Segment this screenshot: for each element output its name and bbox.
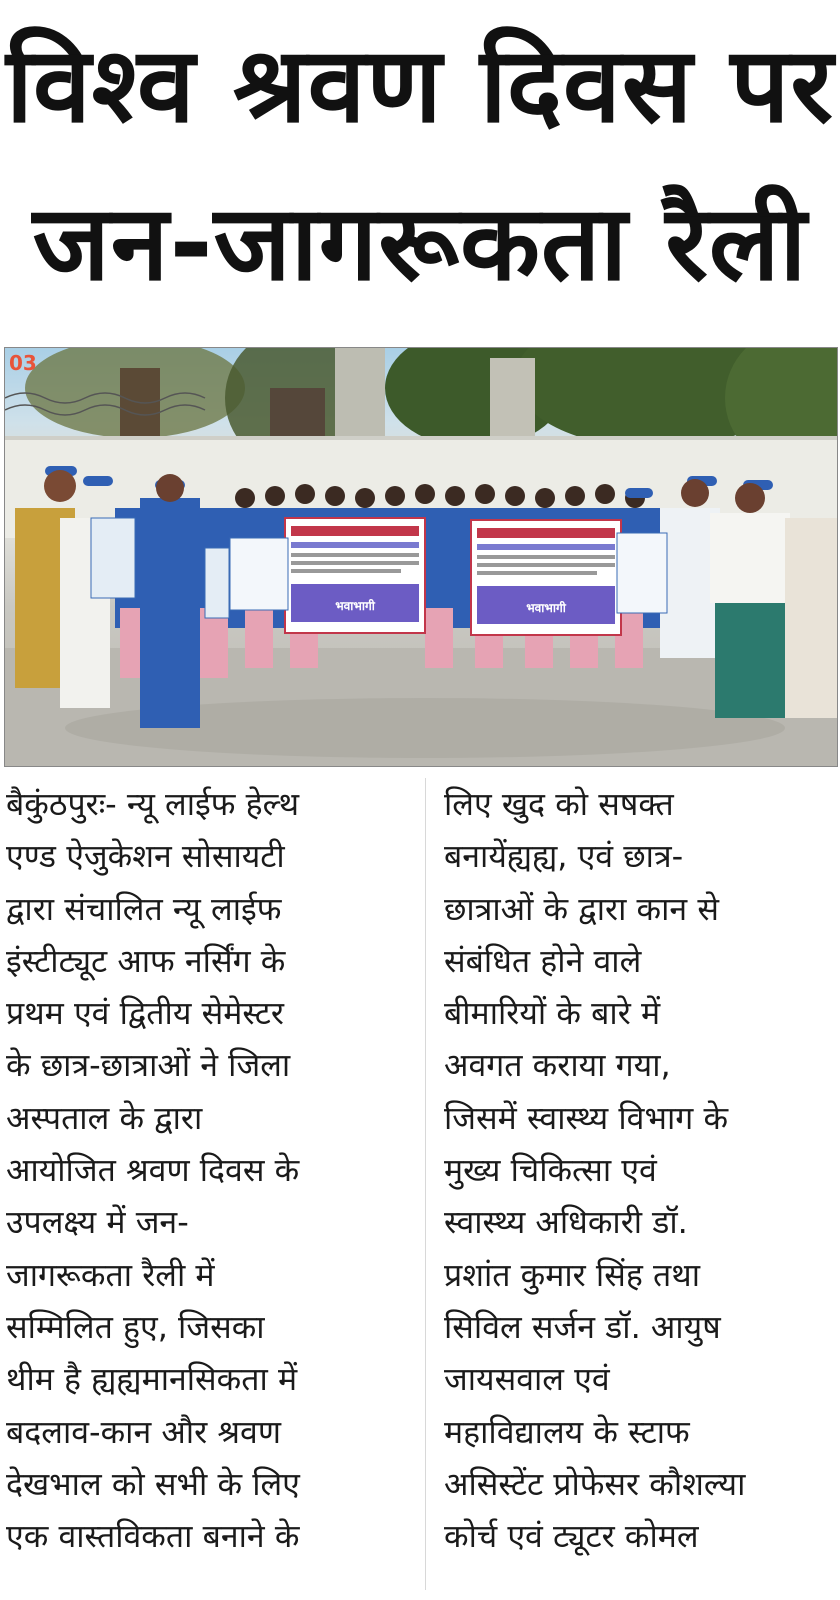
article-line: महाविद्यालय के स्टाफ	[444, 1412, 690, 1451]
headline-line-1: विश्व श्रवण दिवस पर	[6, 24, 834, 146]
article-line: लिए खुद को सषक्त	[444, 785, 674, 823]
article-column-2	[444, 778, 840, 1562]
headline	[0, 0, 840, 340]
article-line: कोर्च एवं ट्यूटर कोमल	[444, 1517, 699, 1556]
article-line: देखभाल को सभी के लिए	[6, 1464, 300, 1503]
article-line: आयोजित श्रवण दिवस के	[6, 1151, 300, 1190]
article-column-1	[6, 778, 411, 1562]
article-line: बनायेंह्यह्य, एवं छात्र-	[444, 837, 684, 876]
rally-photo-illustration	[5, 348, 837, 766]
photo-timestamp: 03	[9, 351, 37, 375]
article-line: स्वास्थ्य अधिकारी डॉ.	[444, 1203, 688, 1242]
article-line: बैकुंठपुरः- न्यू लाईफ हेल्थ	[6, 785, 300, 823]
article-line: एक वास्तविकता बनाने के	[6, 1517, 300, 1556]
article-line: अस्पताल के द्वारा	[6, 1098, 203, 1137]
article-line: एण्ड ऐजुकेशन सोसायटी	[6, 837, 285, 876]
rally-photo	[4, 347, 838, 767]
article-line: बदलाव-कान और श्रवण	[6, 1412, 281, 1451]
banner-2-text: भवाभागी	[526, 601, 566, 615]
article-line: संबंधित होने वाले	[444, 941, 642, 980]
article-line: सम्मिलित हुए, जिसका	[6, 1307, 265, 1346]
article-line: द्वारा संचालित न्यू लाईफ	[6, 889, 282, 928]
article-line: सिविल सर्जन डॉ. आयुष	[444, 1307, 721, 1346]
banner-1-text: भवाभागी	[335, 599, 375, 613]
article-line: के छात्र-छात्राओं ने जिला	[6, 1046, 291, 1085]
article-line: प्रथम एवं द्वितीय सेमेस्टर	[6, 994, 285, 1033]
article-line: जायसवाल एवं	[444, 1360, 610, 1399]
article-line: इंस्टीट्यूट आफ नर्सिंग के	[6, 941, 286, 980]
article-line: जिसमें स्वास्थ्य विभाग के	[444, 1098, 729, 1137]
column-divider	[425, 778, 426, 1590]
article-line: बीमारियों के बारे में	[444, 994, 661, 1033]
article-line: उपलक्ष्य में जन-	[6, 1203, 189, 1242]
article-line: असिस्टेंट प्रोफेसर कौशल्या	[444, 1464, 746, 1503]
article-line: प्रशांत कुमार सिंह तथा	[444, 1255, 700, 1294]
article-line: थीम है ह्यह्यमानसिकता में	[6, 1360, 298, 1399]
article-line: मुख्य चिकित्सा एवं	[444, 1151, 657, 1190]
headline-line-2: जन-जागरूकता रैली	[32, 182, 808, 304]
article-line: छात्राओं के द्वारा कान से	[444, 889, 719, 928]
article-line: जागरूकता रैली में	[6, 1255, 215, 1294]
article-line: अवगत कराया गया,	[444, 1046, 671, 1085]
